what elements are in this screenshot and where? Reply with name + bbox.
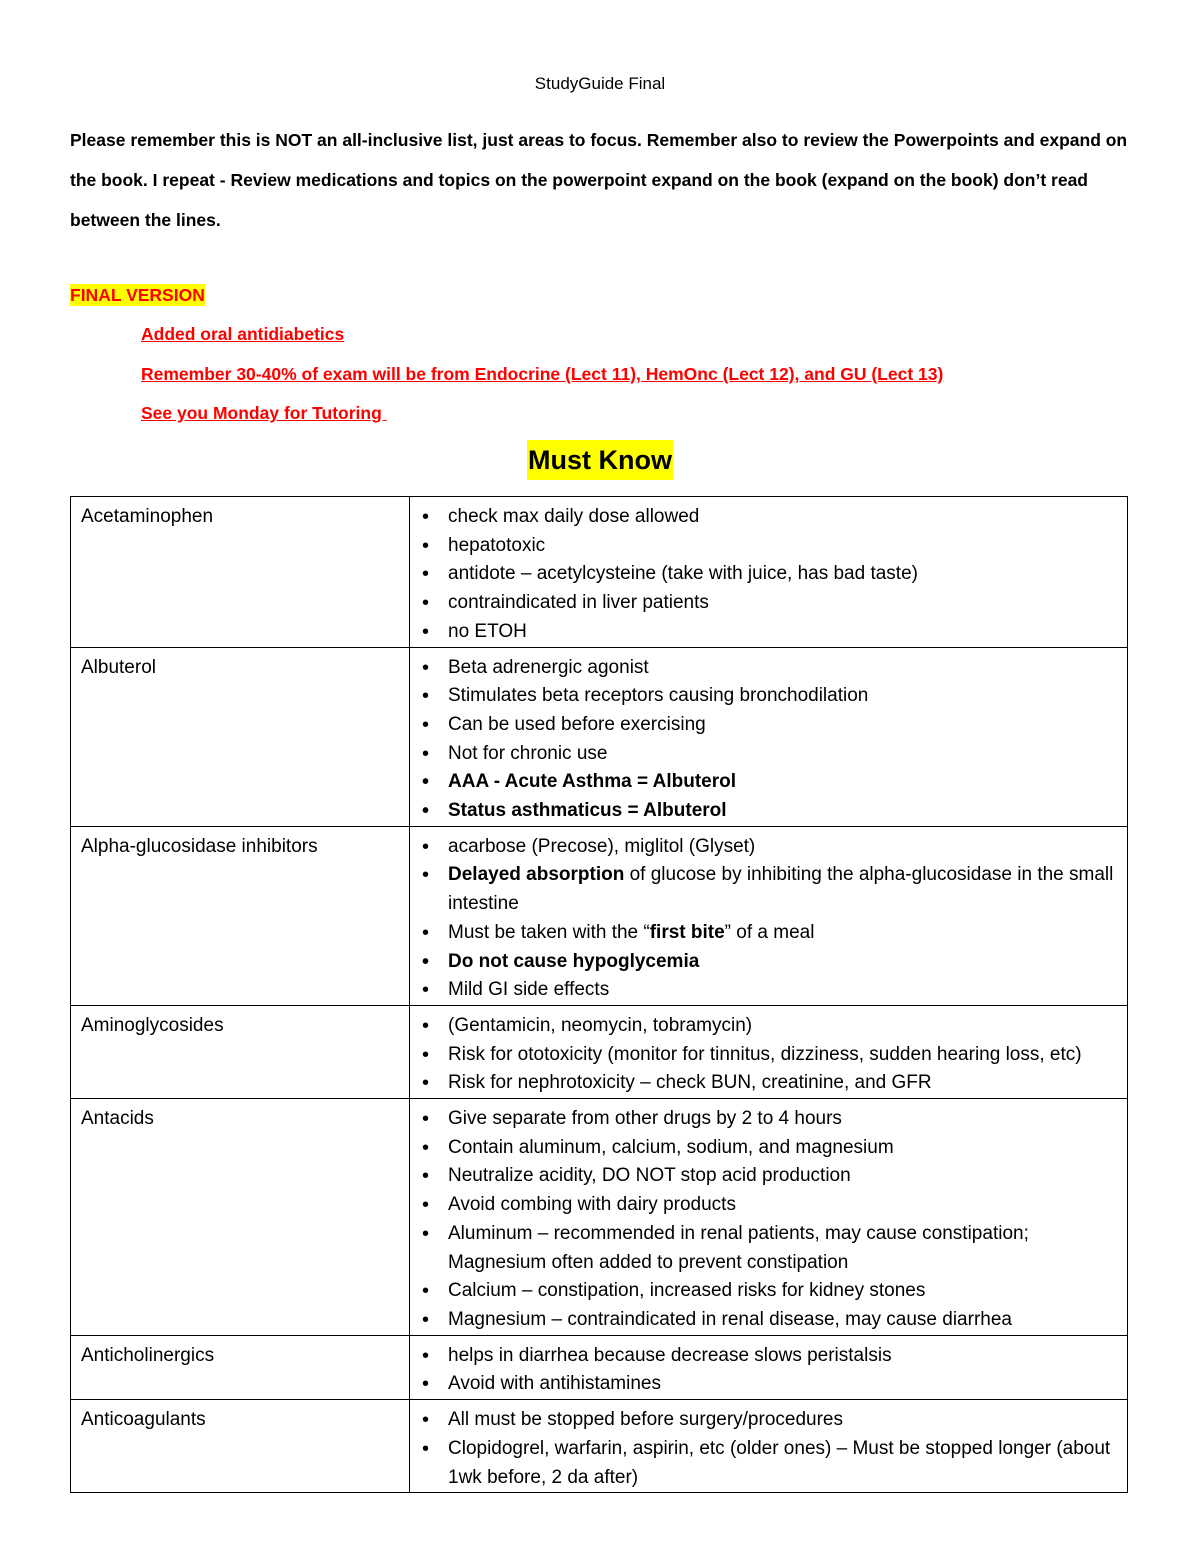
drug-notes: [410, 1400, 1128, 1493]
table-row: [71, 1099, 1128, 1336]
list-item: • helps in diarrhea because decrease slows peristalsis: [420, 1342, 1117, 1371]
list-item: • Avoid with antihistamines: [420, 1370, 1117, 1399]
list-item: • Not for chronic use: [420, 740, 1117, 769]
section-title-must-know: Must Know: [527, 440, 673, 480]
list-item: • Beta adrenergic agonist: [420, 654, 1117, 683]
list-item: • Status asthmaticus = Albuterol: [420, 797, 1117, 826]
list-item: • Can be used before exercising: [420, 711, 1117, 740]
drug-name: Aminoglycosides: [71, 1005, 410, 1098]
list-item: • Contain aluminum, calcium, sodium, and magnesium: [420, 1134, 1117, 1163]
list-item: [420, 919, 1117, 948]
table-row: [71, 497, 1128, 648]
list-item: • Aluminum – recommended in renal patients, may cause constipation; Magnesium often added to prevent constipation: [420, 1220, 1117, 1277]
list-item-text: ” of a meal: [724, 921, 815, 943]
page-title: StudyGuide Final: [534, 74, 666, 93]
list-item-text: of glucose by inhibiting the alpha-glucosidase in the small intestine: [448, 864, 1114, 915]
drug-name: Albuterol: [71, 647, 410, 826]
emphasis-text: Delayed absorption: [448, 864, 625, 886]
list-item: • antidote – acetylcysteine (take with juice, has bad taste): [420, 560, 1117, 589]
note-tutoring: See you Monday for Tutoring: [141, 403, 387, 423]
list-item: • Calcium – constipation, increased risks for kidney stones: [420, 1277, 1117, 1306]
list-item: • Magnesium – contraindicated in renal disease, may cause diarrhea: [420, 1306, 1117, 1335]
list-item: [420, 861, 1117, 918]
list-item-text: Must be taken with the “: [448, 921, 650, 943]
list-item: • All must be stopped before surgery/procedures: [420, 1406, 1117, 1435]
table-row: [71, 1335, 1128, 1399]
table-row: [71, 1400, 1128, 1493]
list-item: • Risk for ototoxicity (monitor for tinnitus, dizziness, sudden hearing loss, etc): [420, 1041, 1117, 1070]
drug-name: Antacids: [71, 1099, 410, 1336]
emphasis-text: first bite: [649, 921, 725, 943]
list-item: • Clopidogrel, warfarin, aspirin, etc (older ones) – Must be stopped longer (about 1wk before, 2 da after): [420, 1435, 1117, 1492]
list-item: • Stimulates beta receptors causing bronchodilation: [420, 682, 1117, 711]
drug-name: Acetaminophen: [71, 497, 410, 648]
list-item: • Avoid combing with dairy products: [420, 1191, 1117, 1220]
drug-notes: [410, 1099, 1128, 1336]
drug-name: Alpha-glucosidase inhibitors: [71, 826, 410, 1005]
list-item: • AAA - Acute Asthma = Albuterol: [420, 768, 1117, 797]
must-know-table: [70, 496, 1128, 1493]
list-item: • check max daily dose allowed: [420, 503, 1117, 532]
table-row: [71, 1005, 1128, 1098]
drug-notes: [410, 1335, 1128, 1399]
table-row: [71, 826, 1128, 1005]
drug-notes: [410, 1005, 1128, 1098]
list-item: • Neutralize acidity, DO NOT stop acid production: [420, 1162, 1117, 1191]
list-item: • no ETOH: [420, 618, 1117, 647]
list-item: • Do not cause hypoglycemia: [420, 948, 1117, 977]
list-item: • contraindicated in liver patients: [420, 589, 1117, 618]
list-item: • Give separate from other drugs by 2 to 4 hours: [420, 1105, 1117, 1134]
intro-paragraph: Please remember this is NOT an all-inclusive list, just areas to focus. Remember also to review the Powerpoints and expand on the book. I repeat - Review medications and topics on the powerpoint expand on the book (expand on the book) don’t read between the lines.: [70, 130, 1128, 230]
list-item: • Risk for nephrotoxicity – check BUN, creatinine, and GFR: [420, 1069, 1117, 1098]
note-added-antidiabetics: Added oral antidiabetics: [141, 324, 345, 344]
table-row: [71, 647, 1128, 826]
drug-notes: [410, 497, 1128, 648]
drug-name: Anticoagulants: [71, 1400, 410, 1493]
drug-notes: [410, 826, 1128, 1005]
list-item: • (Gentamicin, neomycin, tobramycin): [420, 1012, 1117, 1041]
note-exam-breakdown: Remember 30-40% of exam will be from Endocrine (Lect 11), HemOnc (Lect 12), and GU (Lect 13): [141, 364, 944, 384]
final-version-label: FINAL VERSION: [70, 285, 205, 305]
drug-notes: [410, 647, 1128, 826]
drug-name: Anticholinergics: [71, 1335, 410, 1399]
list-item: • Mild GI side effects: [420, 976, 1117, 1005]
list-item: • hepatotoxic: [420, 532, 1117, 561]
list-item: • acarbose (Precose), miglitol (Glyset): [420, 833, 1117, 862]
